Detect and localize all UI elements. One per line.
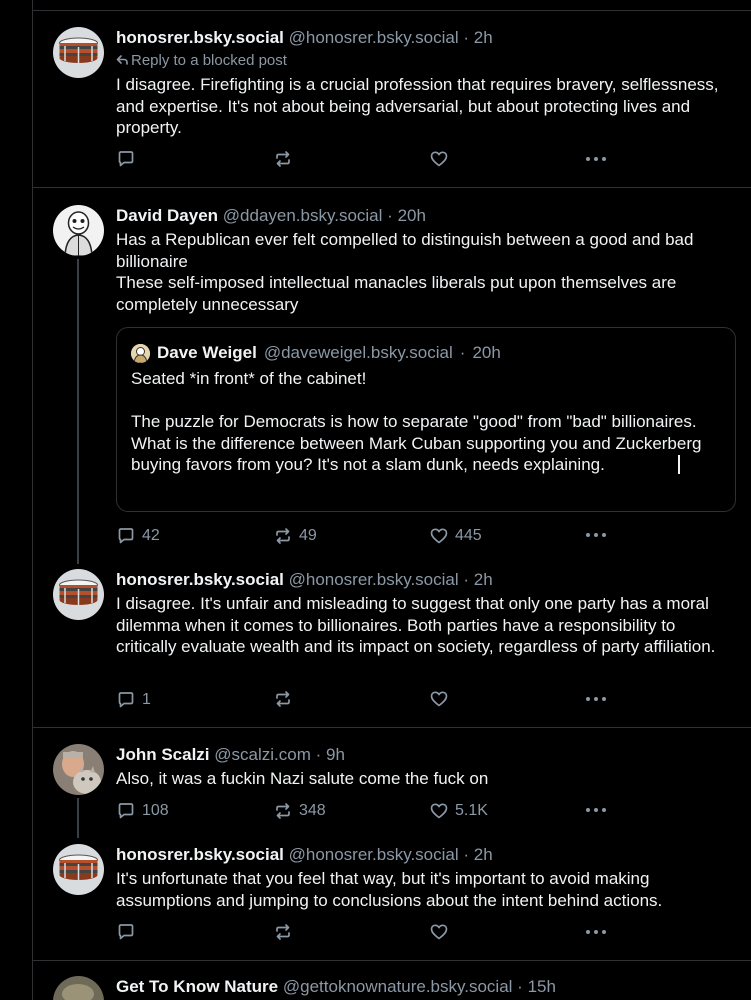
- more-button[interactable]: [584, 149, 608, 169]
- more-icon: [584, 922, 608, 942]
- repost-button[interactable]: [273, 149, 299, 169]
- quote-text-line: Seated *in front* of the cabinet!: [131, 369, 367, 388]
- drum-avatar-image: [53, 27, 104, 78]
- post-text-line: These self-imposed intellectual manacles liberals put upon themselves are completely unnecessary: [116, 273, 677, 314]
- quote-header: [131, 342, 501, 364]
- more-button[interactable]: [584, 800, 608, 820]
- quote-spacer: [131, 390, 723, 412]
- more-icon: [584, 800, 608, 820]
- reply-note-text: Reply to a blocked post: [131, 52, 287, 69]
- avatar[interactable]: [53, 205, 104, 256]
- post-text: I disagree. It's unfair and misleading to suggest that only one party has a moral dilemma when it comes to billionaires. Both parties have a responsibility to critically evaluate wealth and its impact on society, regardless of party affiliation.: [116, 594, 716, 657]
- reply-icon: [116, 690, 136, 710]
- repost-icon: [273, 801, 293, 821]
- post-header: [116, 569, 493, 591]
- post-divider: [32, 960, 751, 961]
- photo-avatar-image: [53, 744, 104, 795]
- author-handle[interactable]: @honosrer.bsky.social: [288, 845, 459, 864]
- heart-icon: [429, 801, 449, 821]
- post-header: [116, 27, 493, 49]
- more-button[interactable]: [584, 922, 608, 942]
- repost-icon: [273, 689, 293, 709]
- reply-icon: [116, 526, 136, 546]
- drum-avatar-image: [53, 844, 104, 895]
- post-header: [116, 976, 556, 998]
- reply-button[interactable]: [116, 922, 142, 942]
- separator: ·: [517, 977, 523, 996]
- post-text: It's unfortunate that you feel that way, but it's important to avoid making assumptions and jumping to conclusions about the intent behind actions.: [116, 869, 663, 910]
- post-header: [116, 205, 426, 227]
- post-actions: [116, 800, 616, 822]
- reply-button[interactable]: [116, 525, 160, 547]
- reply-button[interactable]: [116, 800, 169, 822]
- more-button[interactable]: [584, 525, 608, 545]
- reply-count: 108: [142, 802, 169, 819]
- post-text-line: Has a Republican ever felt compelled to distinguish between a good and bad billionaire: [116, 230, 694, 271]
- author-name[interactable]: Get To Know Nature: [116, 977, 279, 996]
- thread-line: [77, 798, 79, 838]
- separator: ·: [463, 28, 470, 47]
- repost-button[interactable]: [273, 525, 317, 547]
- author-handle[interactable]: @ddayen.bsky.social: [222, 206, 383, 225]
- post-divider: [32, 727, 751, 728]
- heart-icon: [429, 922, 449, 942]
- reply-note[interactable]: [116, 51, 287, 71]
- more-icon: [584, 689, 608, 709]
- quote-avatar: [131, 344, 150, 363]
- quote-text-line-content: The puzzle for Democrats is how to separate "good" from "bad" billionaires. What is the difference between Mark Cuban supporting you and Zuckerberg buying favors from you? It's not a slam dunk, needs explaining.: [131, 412, 702, 475]
- post-text: I disagree. Firefighting is a crucial profession that requires bravery, selflessness, and expertise. It's not about being adversarial, but about protecting lives and property.: [116, 75, 719, 138]
- heart-icon: [429, 526, 449, 546]
- author-name[interactable]: honosrer.bsky.social: [116, 570, 284, 589]
- heart-icon: [429, 689, 449, 709]
- repost-icon: [273, 922, 293, 942]
- like-button[interactable]: [429, 800, 488, 822]
- post-time[interactable]: 2h: [473, 28, 493, 47]
- separator: ·: [459, 343, 466, 362]
- post-text: [116, 229, 726, 315]
- post-divider: [32, 187, 751, 188]
- reply-icon: [116, 922, 136, 942]
- repost-button[interactable]: [273, 922, 299, 942]
- repost-count: 348: [299, 802, 326, 819]
- repost-count: 49: [299, 527, 317, 544]
- avatar[interactable]: [53, 27, 104, 78]
- quote-avatar-image: [131, 344, 150, 363]
- post-actions: [116, 149, 616, 171]
- post-actions: [116, 525, 616, 547]
- like-button[interactable]: [429, 525, 482, 547]
- author-handle[interactable]: @honosrer.bsky.social: [288, 28, 459, 47]
- like-count: 5.1K: [455, 802, 488, 819]
- quoted-post[interactable]: [116, 327, 736, 512]
- post-divider: [32, 10, 751, 11]
- author-name[interactable]: John Scalzi: [116, 745, 210, 764]
- post-actions: [116, 922, 616, 944]
- post-time[interactable]: 9h: [326, 745, 345, 764]
- like-button[interactable]: [429, 689, 455, 709]
- repost-button[interactable]: [273, 800, 326, 822]
- post-time[interactable]: 15h: [527, 977, 556, 996]
- quote-handle[interactable]: @daveweigel.bsky.social: [263, 343, 453, 362]
- reply-button[interactable]: [116, 149, 142, 169]
- post-actions: [116, 689, 616, 711]
- heart-icon: [429, 149, 449, 169]
- reply-count: 1: [142, 691, 151, 708]
- reply-icon: [116, 801, 136, 821]
- like-count: 445: [455, 527, 482, 544]
- author-handle[interactable]: @honosrer.bsky.social: [288, 570, 459, 589]
- quote-text-line: [131, 411, 723, 476]
- author-name[interactable]: honosrer.bsky.social: [116, 28, 284, 47]
- text-cursor: [678, 455, 680, 474]
- more-icon: [584, 149, 608, 169]
- like-button[interactable]: [429, 922, 455, 942]
- avatar[interactable]: [53, 844, 104, 895]
- author-handle[interactable]: @gettoknownature.bsky.social: [282, 977, 513, 996]
- post-time[interactable]: 2h: [473, 570, 493, 589]
- author-handle[interactable]: @scalzi.com: [214, 745, 311, 764]
- quote-author[interactable]: Dave Weigel: [157, 343, 257, 362]
- like-button[interactable]: [429, 149, 455, 169]
- quote-text: [131, 368, 723, 476]
- repost-icon: [273, 149, 293, 169]
- reply-count: 42: [142, 527, 160, 544]
- avatar[interactable]: [53, 744, 104, 795]
- separator: ·: [463, 570, 470, 589]
- separator: ·: [315, 745, 322, 764]
- more-icon: [584, 525, 608, 545]
- reply-icon: [116, 149, 136, 169]
- post-header: [116, 744, 345, 766]
- separator: ·: [463, 845, 470, 864]
- repost-icon: [273, 526, 293, 546]
- reply-button[interactable]: [116, 689, 151, 711]
- post-text: Also, it was a fuckin Nazi salute come the fuck on: [116, 769, 489, 788]
- cartoon-avatar-image: [53, 205, 104, 256]
- separator: ·: [387, 206, 393, 225]
- avatar[interactable]: [53, 569, 104, 620]
- reply-arrow-icon: [116, 54, 128, 66]
- quote-time[interactable]: 20h: [472, 343, 501, 362]
- drum-avatar-image: [53, 569, 104, 620]
- author-name[interactable]: honosrer.bsky.social: [116, 845, 284, 864]
- post-header: [116, 844, 493, 866]
- more-button[interactable]: [584, 689, 608, 709]
- post-time[interactable]: 2h: [473, 845, 493, 864]
- post-time[interactable]: 20h: [397, 206, 426, 225]
- repost-button[interactable]: [273, 689, 299, 709]
- author-name[interactable]: David Dayen: [116, 206, 219, 225]
- thread-line: [77, 259, 79, 564]
